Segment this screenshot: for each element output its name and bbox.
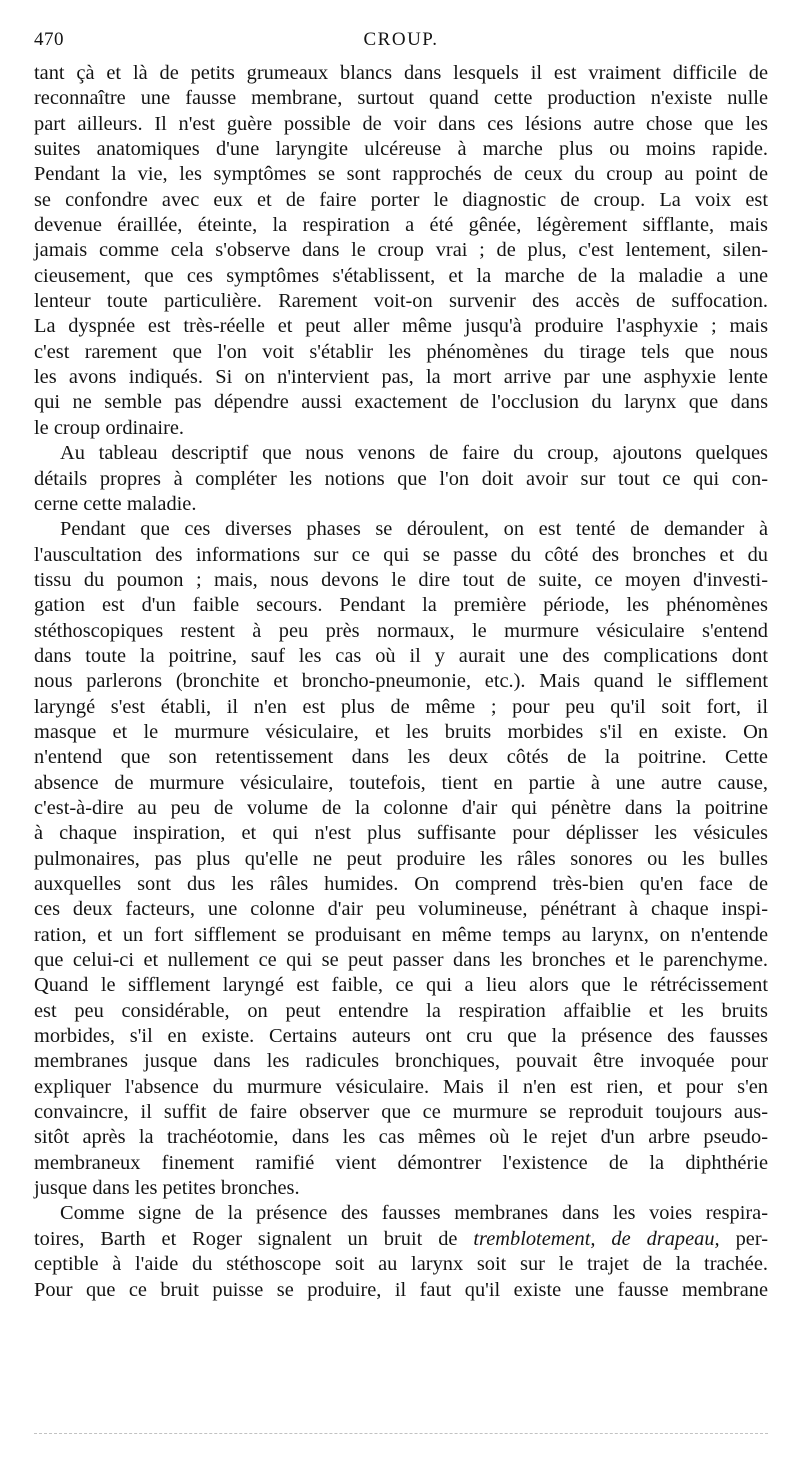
- body-text: [34, 61, 768, 1303]
- text-line: sitôt après la trachéotomie, dans les cas mêmes où le rejet d'un arbre pseudo-: [34, 1126, 768, 1149]
- text-line: les avons indiqués. Si on n'intervient pas, la mort arrive par une asphyxie lente: [34, 366, 768, 389]
- document-page: [34, 28, 768, 1303]
- text-line: gation est d'un faible secours. Pendant la première période, les phénomènes: [34, 594, 768, 617]
- paragraph-2: [34, 441, 768, 517]
- text-line: pulmonaires, pas plus qu'elle ne peut produire les râles sonores ou les bulles: [34, 847, 768, 870]
- running-header: [34, 28, 768, 52]
- text-line: dans toute la poitrine, sauf les cas où il y aurait une des complications dont: [34, 644, 768, 667]
- text-line: suites anatomiques d'une laryngite ulcéreuse à marche plus ou moins rapide.: [34, 138, 768, 161]
- text-line: cieusement, que ces symptômes s'établissent, et la marche de la maladie a une: [34, 264, 768, 287]
- text-line: nous parlerons (bronchite et broncho-pneumonie, etc.). Mais quand le sifflement: [34, 670, 768, 693]
- text-line: Quand le sifflement laryngé est faible, ce qui a lieu alors que le rétrécissement: [34, 974, 768, 997]
- text-run: toires, Barth et Roger signalent un bruit de: [34, 1227, 474, 1250]
- text-line: à chaque inspiration, et qui n'est plus suffisante pour déplisser les vésicules: [34, 822, 768, 845]
- text-line: est peu considérable, on peut entendre la respiration affaiblie et les bruits: [34, 999, 768, 1022]
- text-line: masque et le murmure vésiculaire, et les bruits morbides s'il en existe. On: [34, 720, 768, 743]
- text-line: Pendant que ces diverses phases se déroulent, on est tenté de demander à: [60, 518, 768, 541]
- text-line: stéthoscopiques restent à peu près normaux, le murmure vésiculaire s'entend: [34, 619, 768, 642]
- page-bottom-rule: [34, 1433, 768, 1434]
- text-line: se confondre avec eux et de faire porter le diagnostic de croup. La voix est: [34, 188, 768, 211]
- text-line: jamais comme cela s'observe dans le croup vrai ; de plus, c'est lentement, silen-: [34, 239, 768, 262]
- text-line: auxquelles sont dus les râles humides. On comprend très-bien qu'en face de: [34, 873, 768, 895]
- text-line: que celui-ci et nullement ce qui se peut passer dans les bronches et le parenchyme.: [34, 949, 768, 972]
- text-line: l'auscultation des informations sur ce qui se passe du côté des bronches et du: [34, 543, 768, 566]
- text-line: c'est rarement que l'on voit s'établir les phénomènes du tirage tels que nous: [34, 340, 768, 363]
- text-line: membranes jusque dans les radicules bronchiques, pouvait être invoquée pour: [34, 1050, 768, 1073]
- paragraph-1: [34, 61, 768, 441]
- text-line: le croup ordinaire.: [34, 416, 185, 439]
- text-line: laryngé s'est établi, il n'en est plus de même ; pour peu qu'il soit fort, il: [34, 695, 768, 718]
- text-line: qui ne semble pas dépendre aussi exactement de l'occlusion du larynx que dans: [34, 391, 768, 414]
- text-line: lenteur toute particulière. Rarement voit-on survenir des accès de suffocation.: [34, 290, 768, 313]
- text-run: per-: [719, 1227, 768, 1250]
- text-line: reconnaître une fausse membrane, surtout quand cette production n'existe nulle: [34, 87, 768, 110]
- text-line: cerne cette maladie.: [34, 492, 197, 515]
- text-line: part ailleurs. Il n'est guère possible de voir dans ces lésions autre chose que les: [34, 112, 768, 135]
- text-line: Pour que ce bruit puisse se produire, il faut qu'il existe une fausse membrane: [34, 1278, 768, 1301]
- text-line: n'entend que son retentissement dans les deux côtés de la poitrine. Cette: [34, 746, 768, 769]
- paragraph-3: [34, 517, 768, 1201]
- text-line: ceptible à l'aide du stéthoscope soit au larynx soit sur le trajet de la trachée.: [34, 1253, 768, 1276]
- text-line: devenue éraillée, éteinte, la respiration a été gênée, légèrement sifflante, mais: [34, 214, 768, 237]
- text-line: tissu du poumon ; mais, nous devons le dire tout de suite, ce moyen d'investi-: [34, 568, 768, 591]
- text-line-with-italic: [34, 1227, 768, 1252]
- text-line: détails propres à compléter les notions que l'on doit avoir sur tout ce qui con-: [34, 467, 768, 490]
- page-number: 470: [34, 29, 64, 50]
- paragraph-4: [34, 1201, 768, 1302]
- text-line: morbides, s'il en existe. Certains auteurs ont cru que la présence des fausses: [34, 1025, 768, 1048]
- text-line: convaincre, il suffit de faire observer que ce murmure se reproduit toujours aus-: [34, 1101, 768, 1124]
- text-line: Au tableau descriptif que nous venons de faire du croup, ajoutons quelques: [60, 442, 768, 465]
- text-line: Comme signe de la présence des fausses membranes dans les voies respira-: [60, 1202, 768, 1225]
- text-line: membraneux finement ramifié vient démontrer l'existence de la diphthérie: [34, 1151, 768, 1174]
- italic-phrase: tremblotement, de drapeau,: [473, 1227, 720, 1250]
- text-line: tant çà et là de petits grumeaux blancs dans lesquels il est vraiment difficile de: [34, 62, 768, 84]
- text-line: Pendant la vie, les symptômes se sont rapprochés de ceux du croup au point de: [34, 163, 768, 186]
- text-line: ration, et un fort sifflement se produisant en même temps au larynx, on n'entende: [34, 923, 768, 946]
- text-line: ces deux facteurs, une colonne d'air peu volumineuse, pénétrant à chaque inspi-: [34, 898, 768, 921]
- text-line: c'est-à-dire au peu de volume de la colonne d'air qui pénètre dans la poitrine: [34, 796, 768, 819]
- running-title: CROUP.: [363, 29, 439, 50]
- text-line: jusque dans les petites bronches.: [34, 1177, 300, 1200]
- text-line: La dyspnée est très-réelle et peut aller même jusqu'à produire l'asphyxie ; mais: [34, 315, 768, 338]
- text-line: absence de murmure vésiculaire, toutefois, tient en partie à une autre cause,: [34, 771, 768, 794]
- text-line: expliquer l'absence du murmure vésiculaire. Mais il n'en est rien, et pour s'en: [34, 1075, 768, 1098]
